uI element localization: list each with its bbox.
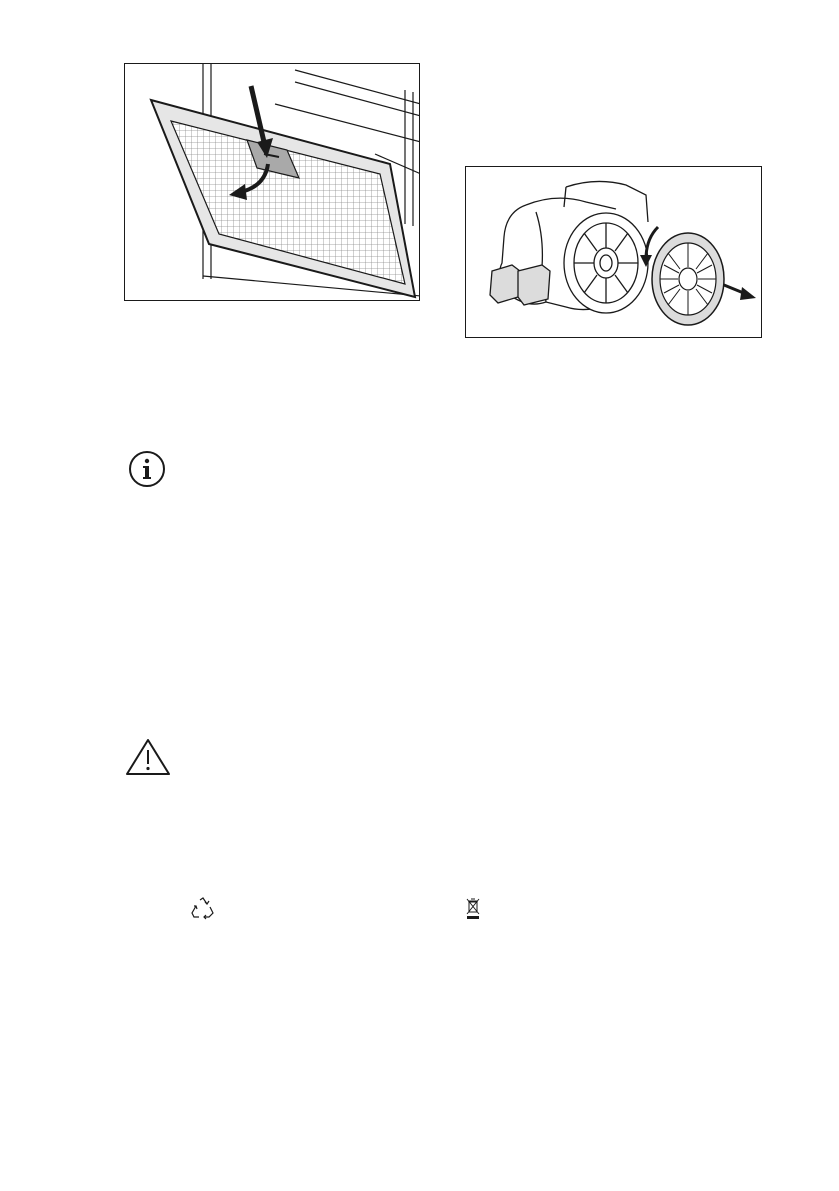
warning-icon	[125, 738, 171, 776]
crossed-out-bin-icon	[465, 896, 481, 920]
grease-filter-removal-illustration	[125, 64, 420, 301]
carbon-filter-removal-illustration	[466, 167, 762, 338]
recycle-icon	[190, 896, 216, 922]
carbon-filter-disc	[652, 233, 724, 325]
carbon-filter-figure	[465, 166, 762, 338]
fan-motor-housing	[490, 181, 648, 313]
info-icon	[128, 450, 166, 488]
grease-filter-figure	[124, 63, 420, 301]
